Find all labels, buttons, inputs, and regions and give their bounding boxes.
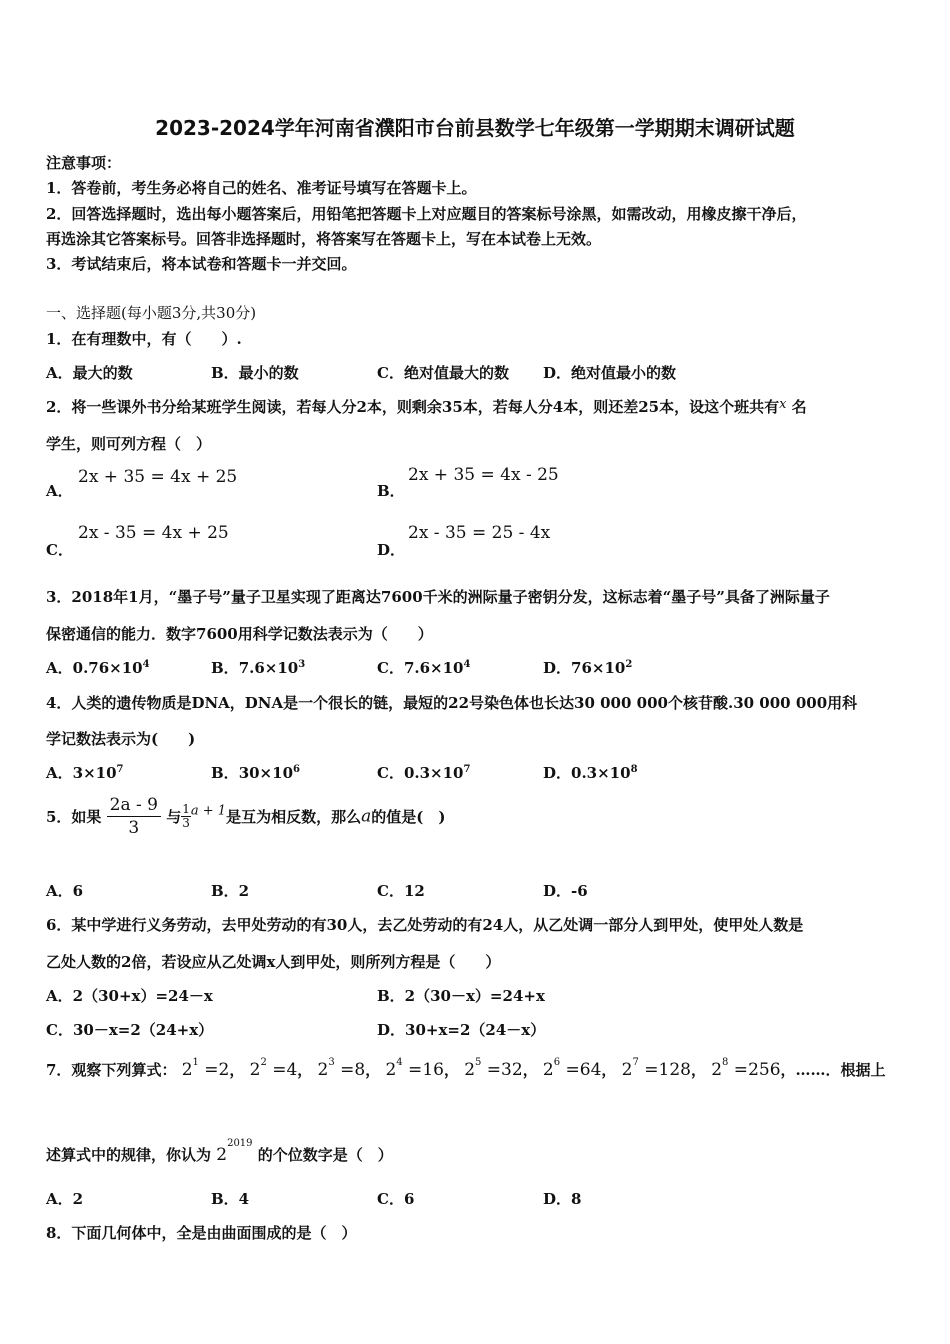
q7-big-power: $2^{2019}$: [216, 1138, 253, 1165]
q5-variable: a: [361, 806, 372, 827]
q1-option-d: D．绝对值最小的数: [543, 364, 677, 382]
q2-equation-d: 2x - 35 = 25 - 4x: [408, 523, 551, 543]
q6-stem: 6．某中学进行义务劳动，去甲处劳动的有30人，去乙处劳动的有24人，从乙处调一部分人到甲处，使甲处人数是: [46, 916, 804, 934]
q2-label-c: C．: [46, 541, 73, 559]
q2-stem: [46, 396, 807, 417]
q4-option-b: B．$30\times 10^6$: [211, 764, 300, 782]
q2-stem-end: 名: [791, 398, 807, 416]
q1-stem: 1．在有理数中，有（ ）.: [46, 330, 242, 348]
q7-power: $2^6 =64$: [542, 1057, 602, 1080]
q2-equation-c: 2x - 35 = 4x + 25: [78, 523, 229, 543]
q3-option-c: C．$7.6\times 10^4$: [377, 659, 471, 677]
q5-option-c: C．12: [377, 882, 425, 900]
exam-title: 2023-2024学年河南省濮阳市台前县数学七年级第一学期期末调研试题: [155, 116, 795, 140]
q2-label-d: D．: [377, 541, 406, 559]
q4-stem-line2: 学记数法表示为( ): [46, 730, 196, 748]
q1-option-c: C．绝对值最大的数: [377, 364, 509, 382]
q2-label-a: A．: [46, 482, 73, 500]
q7-power: $2^8 =256$: [711, 1057, 781, 1080]
q3-stem-line2: 保密通信的能力．数字7600用科学记数法表示为（ ）: [46, 625, 433, 643]
q3-option-b: B．$7.6\times 10^3$: [211, 659, 306, 677]
q6-option-d: D．30+x=2（24－x）: [377, 1021, 546, 1039]
notice-item: 3．考试结束后，将本试卷和答题卡一并交回。: [46, 255, 357, 273]
q2-equation-b: 2x + 35 = 4x - 25: [408, 465, 559, 485]
q1-option-b: B．最小的数: [211, 364, 299, 382]
q2-label-b: B．: [377, 482, 405, 500]
q3-stem: 3．2018年1月，“墨子号”量子卫星实现了距离达7600千米的洲际量子密钥分发，这标志着“墨子号”具备了洲际量子: [46, 588, 830, 606]
q5-fraction-1: $\frac{2a - 9}{3}$: [107, 794, 161, 839]
q7-power: $2^1 =2$: [181, 1057, 230, 1080]
notice-item: 再选涂其它答案标号。回答非选择题时，将答案写在答题卡上，写在本试卷上无效。: [46, 230, 602, 248]
q2-equation-a: 2x + 35 = 4x + 25: [78, 467, 238, 487]
q7-stem-line2: 述算式中的规律，你认为 $2^{2019}$ 的个位数字是（ ）: [46, 1138, 393, 1165]
q3-option-d: D．$76\times 10^2$: [543, 659, 633, 677]
notice-item: 2．回答选择题时，选出每小题答案后，用铅笔把答题卡上对应题目的答案标号涂黑，如需改动，用橡皮擦干净后，: [46, 205, 807, 223]
q7-power: $2^4 =16$: [385, 1057, 444, 1080]
q5-option-a: A．6: [46, 882, 84, 900]
q8-stem: 8．下面几何体中，全是由曲面围成的是（ ）: [46, 1224, 357, 1242]
q5-option-d: D．-6: [543, 882, 588, 900]
q7-power: $2^7 =128$: [621, 1057, 691, 1080]
q7-option-a: A．2: [46, 1190, 84, 1208]
q3-option-a: A．$0.76\times 10^4$: [46, 659, 150, 677]
q2-variable: x: [779, 397, 787, 412]
notice-heading: 注意事项：: [46, 154, 122, 172]
q2-stem-text: 2．将一些课外书分给某班学生阅读，若每人分2本，则剩余35本，若每人分4本，则还差25本，设这个班共有: [46, 398, 780, 416]
q7-option-b: B．4: [211, 1190, 250, 1208]
q6-option-a: A．2（30+x）=24－x: [46, 987, 213, 1005]
q5-option-b: B．2: [211, 882, 250, 900]
q7-option-c: C．6: [377, 1190, 415, 1208]
notice-item: 1．答卷前，考生务必将自己的姓名、准考证号填写在答题卡上。: [46, 179, 477, 197]
q2-stem-line2: 学生，则可列方程（ ）: [46, 435, 212, 453]
q4-option-d: D．$0.3\times 10^8$: [543, 764, 638, 782]
q4-stem: 4．人类的遗传物质是DNA，DNA是一个很长的链，最短的22号染色体也长达30 000 000个核苷酸.30 000 000用科: [46, 694, 858, 712]
q6-option-b: B．2（30－x）=24+x: [377, 987, 545, 1005]
q7-power: $2^2 =4$: [249, 1057, 298, 1080]
q7-power: $2^5 =32$: [464, 1057, 523, 1080]
q7-option-d: D．8: [543, 1190, 582, 1208]
q5-fraction-2-tail: a + 1: [190, 803, 227, 819]
q7-power: $2^3 =8$: [317, 1057, 366, 1080]
q1-option-a: A．最大的数: [46, 364, 133, 382]
q4-option-c: C．$0.3\times 10^7$: [377, 764, 471, 782]
q5-fraction-2: $\frac{1}{3}$: [182, 802, 190, 830]
section-heading: 一、选择题(每小题3分,共30分): [46, 304, 257, 322]
q6-option-c: C．30－x=2（24+x）: [46, 1021, 214, 1039]
q6-stem-line2: 乙处人数的2倍，若设应从乙处调x人到甲处，则所列方程是（ ）: [46, 953, 501, 971]
q4-option-a: A．$3\times 10^7$: [46, 764, 124, 782]
q7-stem: 7．观察下列算式： $2^1 =2$， $2^2 =4$， $2^3 =8$， $2^4 =16$， $2^5 =32$， $2^6 =64$， $2^7 =128$， $2^8 =256$，……．根据上: [46, 1057, 886, 1080]
q5-stem: 5．如果 $\frac{2a - 9}{3}$ 与 $\frac{1}{3}$ a + 1是互为相反数，那么a的值是( ): [46, 795, 446, 838]
